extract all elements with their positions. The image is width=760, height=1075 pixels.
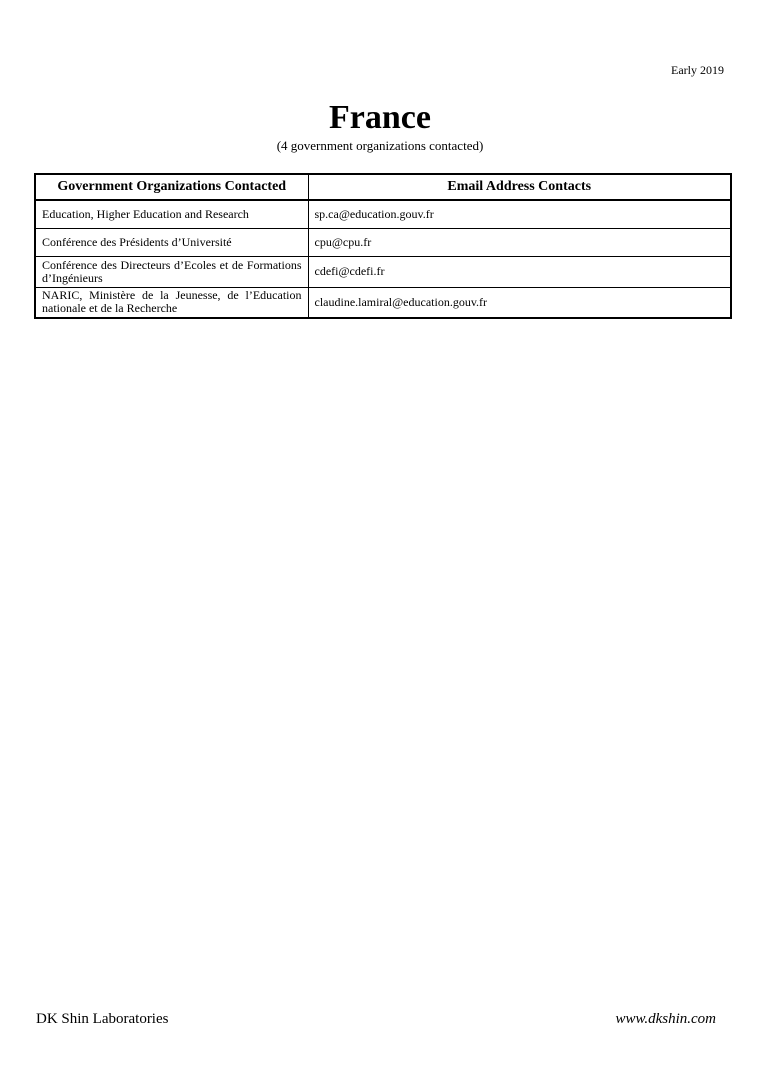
header-organizations: Government Organizations Contacted — [35, 174, 308, 200]
header-email: Email Address Contacts — [308, 174, 731, 200]
page-subtitle: (4 government organizations contacted) — [276, 138, 484, 153]
table-row — [35, 256, 731, 287]
organization-cell: Education, Higher Education and Research — [35, 200, 308, 228]
page-title: France — [329, 99, 431, 136]
table-row — [35, 200, 731, 228]
organization-cell: NARIC, Ministère de la Jeunesse, de l’Education nationale et de la Recherche — [35, 287, 308, 318]
footer-website[interactable]: www.dkshin.com — [615, 1011, 716, 1027]
email-cell[interactable]: cpu@cpu.fr — [308, 228, 731, 256]
document-date: Early 2019 — [671, 63, 724, 77]
email-cell[interactable]: claudine.lamiral@education.gouv.fr — [308, 287, 731, 318]
email-cell[interactable]: sp.ca@education.gouv.fr — [308, 200, 731, 228]
footer-company: DK Shin Laboratories — [36, 1011, 169, 1027]
organization-cell: Conférence des Directeurs d’Ecoles et de Formations d’Ingénieurs — [35, 256, 308, 287]
organization-cell: Conférence des Présidents d’Université — [35, 228, 308, 256]
table-header-row — [35, 174, 731, 200]
contacts-table — [34, 173, 732, 319]
email-cell[interactable]: cdefi@cdefi.fr — [308, 256, 731, 287]
table-row — [35, 287, 731, 318]
table-row — [35, 228, 731, 256]
